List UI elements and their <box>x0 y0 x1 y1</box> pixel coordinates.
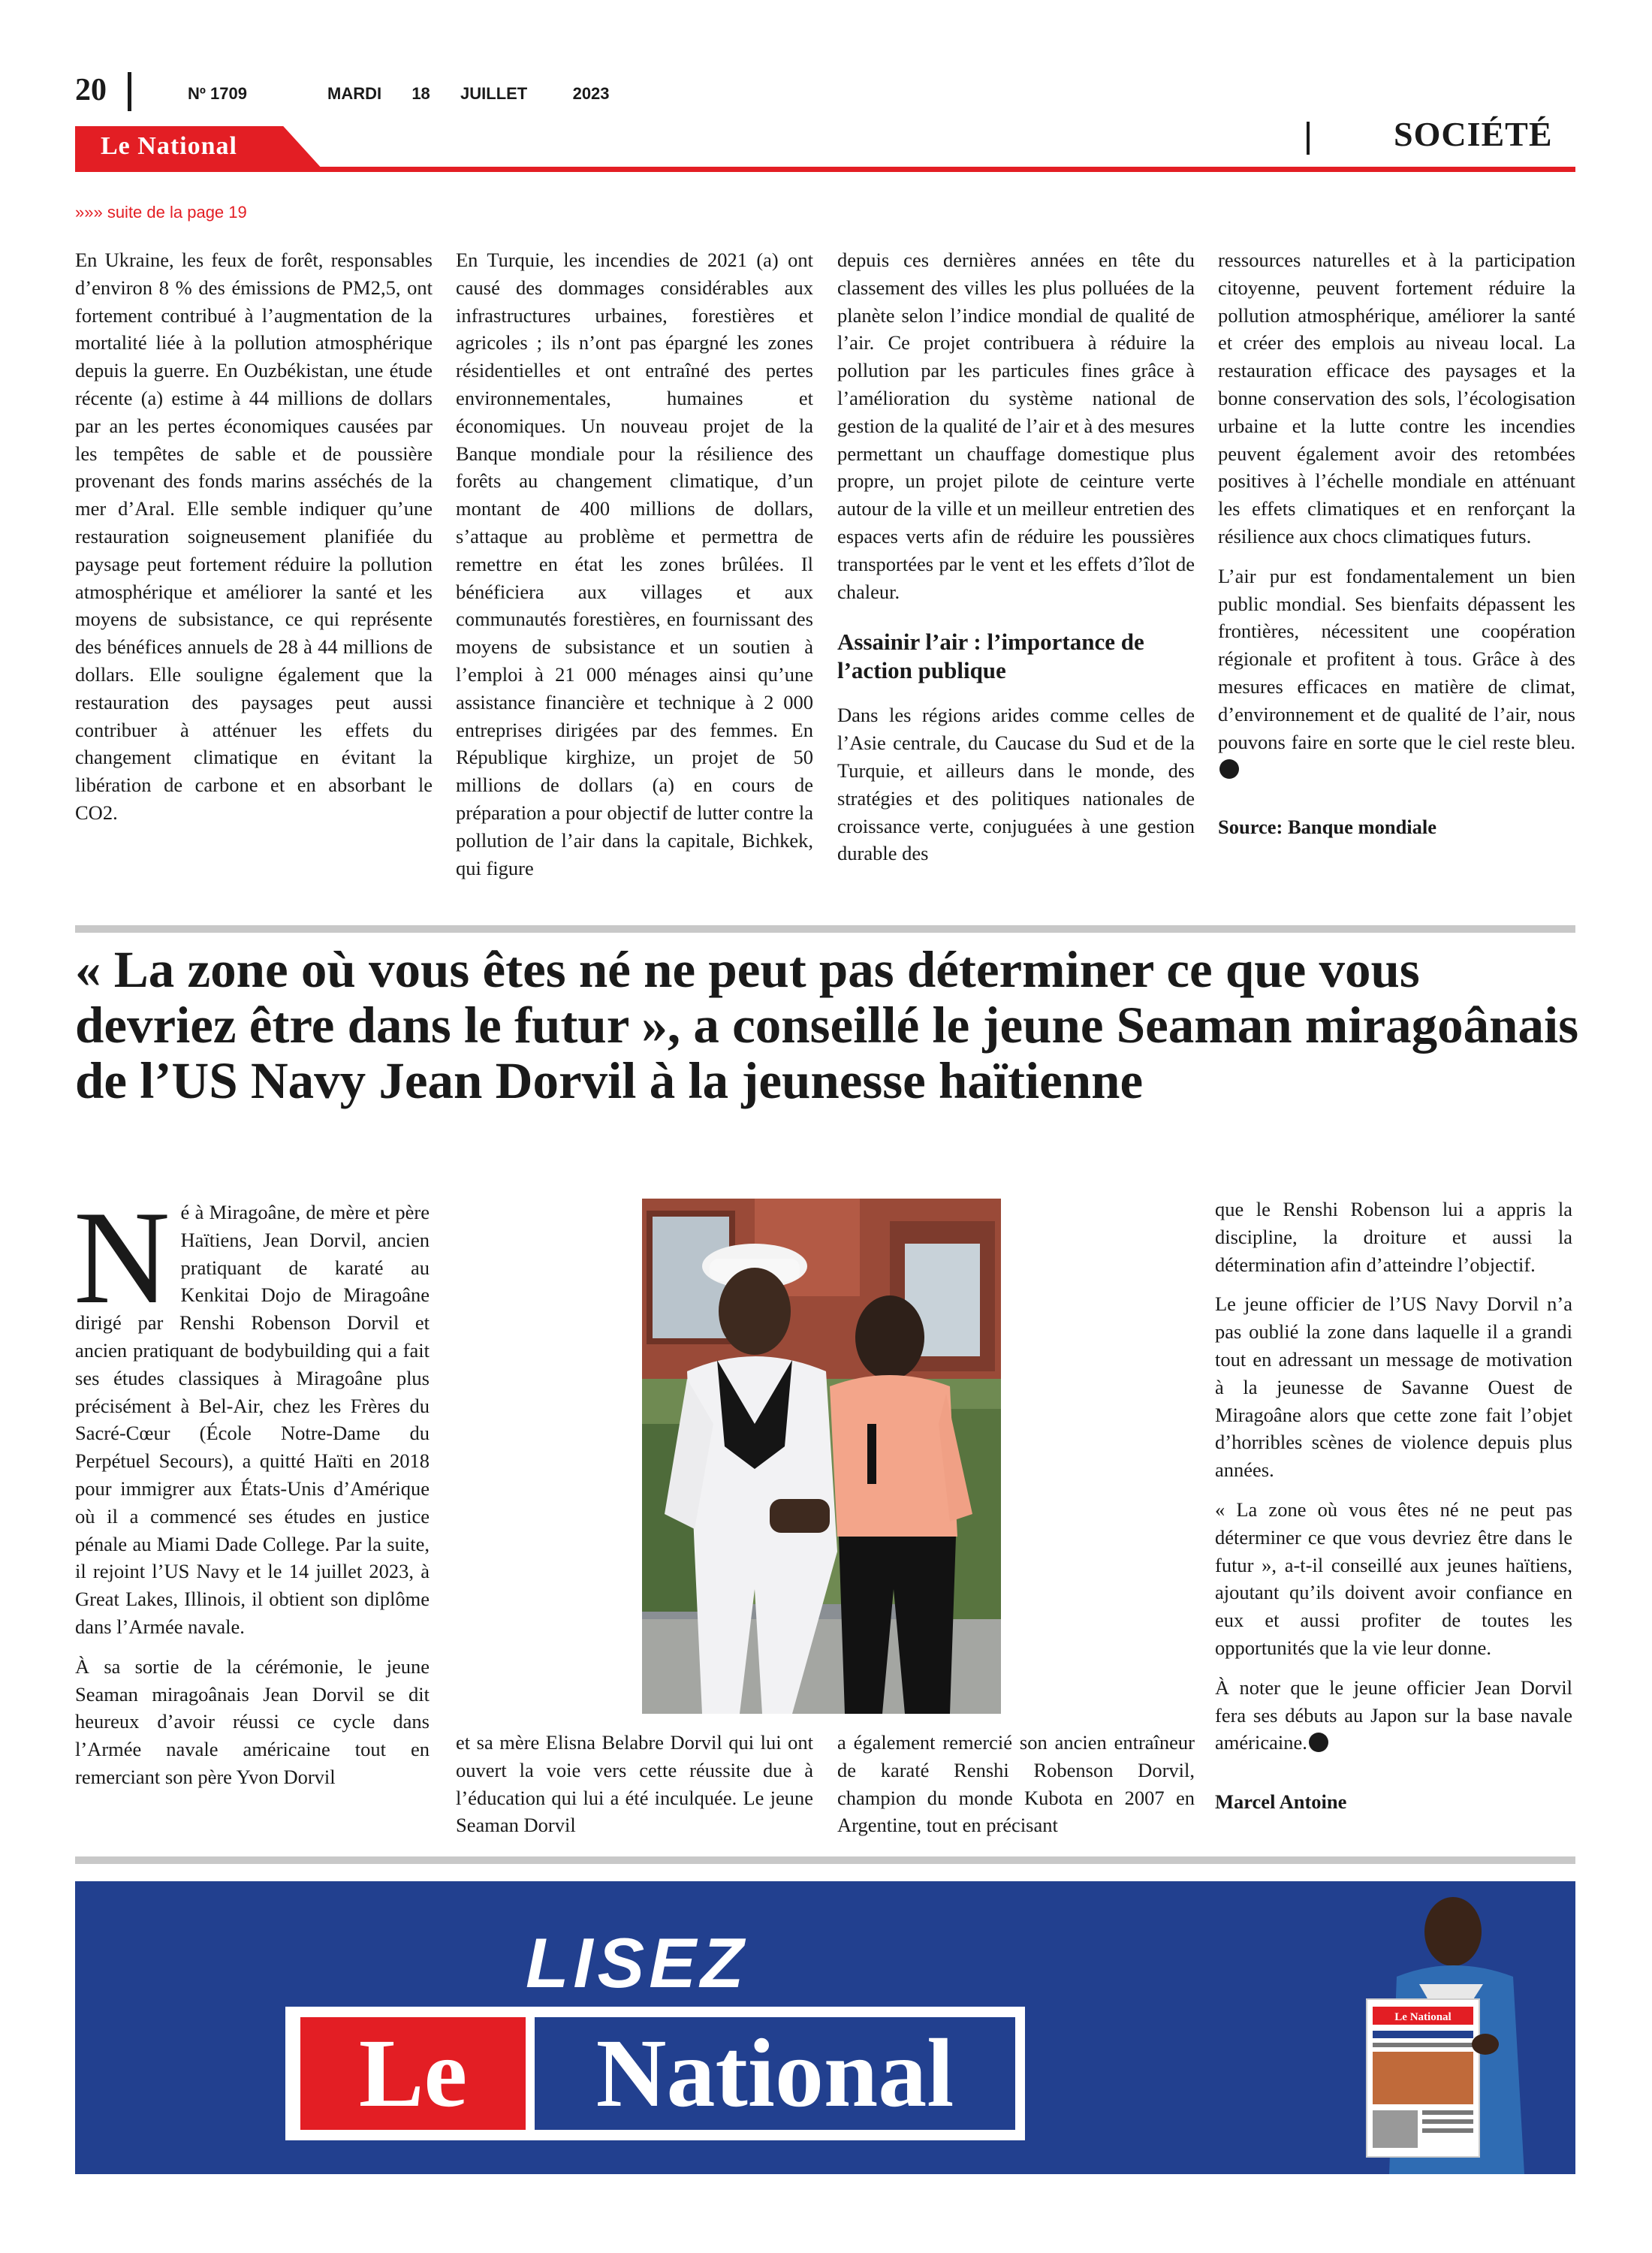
article1-column-2 <box>456 246 813 882</box>
issue-number: Nº 1709 <box>188 84 247 103</box>
section-separator <box>75 925 1575 933</box>
article1-paragraph: En Ukraine, les feux de forêt, responsables d’environ 8 % des émissions de PM2,5, ont fortement contribué à l’augmentation de la mortalité liée à la pollution atmosphérique depuis la guerre. En Ouzbékistan, une étude récente (a) estime à 44 millions de dollars par an les pertes économiques causées par les tempêtes de sable et de poussière provenant des fonds marins asséchés de la mer d’Aral. Elle semble indiquer qu’une restauration soigneusement planifiée du paysage peut fortement réduire la pollution atmosphérique et améliorer la santé et les moyens de subsistance, ce qui représente des bénéfices annuels de 28 à 44 millions de dollars. Elle souligne également que la restauration des paysages peut aussi contribuer à atténuer les effets du changement climatique en évitant la libération de carbone et en absorbant le CO2. <box>75 249 433 824</box>
article1-paragraph: Dans les régions arides comme celles de l’Asie centrale, du Caucase du Sud et de la Turquie, et ailleurs dans le monde, des stratégies et des politiques nationales de croissance verte, conjuguées à une gestion durable des <box>837 704 1195 865</box>
article1-column-1 <box>75 246 433 827</box>
header-divider <box>128 72 131 111</box>
mini-paper-title: Le National <box>1394 2011 1452 2023</box>
end-mark-icon <box>1309 1733 1328 1752</box>
article2-paragraph: Le jeune officier de l’US Navy Dorvil n’a pas oublié la zone dans laquelle il a grandi tout en adressant un message de motivation à la jeunesse de Savanne Ouest de Miragoâne alors que cette zone fait l’objet d’horribles scènes de violence depuis plus années. <box>1215 1292 1572 1482</box>
article1-paragraph: ressources naturelles et à la participation citoyenne, peuvent fortement réduire la pollution atmosphérique, améliorer la santé et créer des emplois au niveau local. La restauration efficace des paysages et la bonne conservation des sols, l’écologisation urbaine et la lutte contre les incendies peuvent également avoir des retombées positives à l’échelle mondiale en atténuant les effets climatiques et en renforçant la résilience aux chocs climatiques futurs. <box>1218 249 1575 547</box>
page-number: 20 <box>75 73 107 107</box>
article1-subheading: Assainir l’air : l’importance de l’action publique <box>837 629 1144 684</box>
banner-logo-national: National <box>535 2017 1015 2130</box>
banner-reader-illustration <box>1337 1887 1547 2174</box>
banner-lisez-text: LISEZ <box>526 1923 749 2002</box>
article2-column-2 <box>456 1729 813 1839</box>
article1-paragraph <box>1218 562 1575 783</box>
issue-date: MARDI 18 JUILLET 2023 <box>327 84 610 103</box>
brand-name: Le National <box>101 132 237 160</box>
article2-column-4 <box>1215 1196 1572 1816</box>
drop-cap: N <box>74 1183 170 1332</box>
banner-logo-le: Le <box>300 2017 526 2130</box>
article1-closing-text: L’air pur est fondamentalement un bien public mondial. Ses bienfaits dépassent les frontières, nécessitent une coopération régionale et profitent à tous. Grâce à des mesures efficaces en matière de climat, d’environnement et de qualité de l’air, nous pouvons faire en sorte que le ciel reste bleu. <box>1218 564 1575 753</box>
section-separator <box>75 1856 1575 1864</box>
header-red-rule <box>75 167 1575 172</box>
article2-paragraph: et sa mère Elisna Belabre Dorvil qui lui ont ouvert la voie vers cette réussite due à l’éducation qui lui a été inculquée. Le jeune Seaman Dorvil <box>456 1731 813 1837</box>
article2-paragraph: a également remercié son ancien entraîneur de karaté Renshi Robenson Dorvil, champion du monde Kubota en 2007 en Argentine, tout en précisant <box>837 1731 1195 1837</box>
article2-paragraph: À sa sortie de la cérémonie, le jeune Seaman miragoânais Jean Dorvil se dit heureux d’avoir réussi ce cycle dans l’Armée navale américaine tout en remerciant son père Yvon Dorvil <box>75 1654 430 1788</box>
end-mark-icon <box>1219 759 1239 779</box>
photo-illustration <box>642 1199 1001 1714</box>
article1-column-3 <box>837 246 1195 867</box>
article2-closing-text: À noter que le jeune officier Jean Dorvil fera ses débuts au Japon sur la base navale américaine. <box>1215 1675 1572 1754</box>
section-divider <box>1307 122 1310 155</box>
article2-paragraph: que le Renshi Robenson lui a appris la discipline, la droiture et aussi la détermination afin d’atteindre l’objectif. <box>1215 1198 1572 1276</box>
article1-paragraph: depuis ces dernières années en tête du classement des villes les plus polluées de la planète selon l’indice mondial de qualité de l’air. Ce projet contribuera à réduire la pollution par les particules fines grâce à l’amélioration du système national de gestion de la qualité de l’air et à des mesures permettant un chauffage domestique plus propre, un projet pilote de ceinture verte autour de la ville et un meilleur entretien des espaces verts afin de réduire les poussières transportées par le vent et les effets d’îlot de chaleur. <box>837 249 1195 603</box>
article2-column-1 <box>74 1183 430 1791</box>
article1-source: Source: Banque mondiale <box>1218 816 1437 839</box>
article1-column-4 <box>1218 246 1575 841</box>
section-title: SOCIÉTÉ <box>1394 115 1553 153</box>
article2-author: Marcel Antoine <box>1215 1790 1347 1814</box>
article1-paragraph: En Turquie, les incendies de 2021 (a) ont causé des dommages considérables aux infrastructures urbaines, forestières et agricoles ; ils n’ont pas épargné les zones résidentielles et ont entraîné des pertes environnementales, humaines et économiques. Un nouveau projet de la Banque mondiale pour la résilience des forêts au changement climatique, d’un montant de 400 millions de dollars, s’attaque au problème et permettra de remettre en état les zones brûlées. Il bénéficiera aux villages et aux communautés forestières, en fournissant des moyens de subsistance et un soutien à l’emploi à 21 000 ménages ainsi qu’une assistance financière et technique à 2 000 entreprises dirigées par des femmes. En République kirghize, un projet de 50 millions de dollars (a) en cours de préparation a pour objectif de lutter contre la pollution de l’air dans la capitale, Bichkek, qui figure <box>456 249 813 879</box>
article2-headline: « La zone où vous êtes né ne peut pas déterminer ce que vous devriez être dans le futur », a conseillé le jeune Seaman miragoânais de l’US Navy Jean Dorvil à la jeunesse haïtienne <box>75 941 1579 1109</box>
article2-paragraph <box>1215 1674 1572 1757</box>
article-photo <box>642 1199 1001 1714</box>
article2-intro-text: é à Miragoâne, de mère et père Haïtiens, Jean Dorvil, ancien pratiquant de karaté au Kenkitai Dojo de Miragoâne dirigé par Renshi Robenson Dorvil et ancien pratiquant de bodybuilding qui a fait ses études classiques à Miragoâne plus précisément à Bel-Air, chez les Frères du Sacré-Cœur (École Notre-Dame du Perpétuel Secours), a quitté Haïti en 2018 pour immigrer aux États-Unis d’Amérique où il a commencé ses études en justice pénale au Miami Dade College. Par la suite, il rejoint l’US Navy et le 14 juillet 2023, à Great Lakes, Illinois, il obtient son diplôme dans l’Armée navale. <box>75 1201 430 1638</box>
article2-paragraph: « La zone où vous êtes né ne peut pas déterminer ce que vous devriez être dans le futur », a-t-il conseillé aux jeunes haïtiens, ajoutant qu’ils doivent avoir confiance en eux et aussi profiter de toutes les opportunités que la vie leur donne. <box>1215 1497 1572 1659</box>
article2-column-3 <box>837 1729 1195 1839</box>
continued-from-note: »»» suite de la page 19 <box>75 203 247 222</box>
article2-paragraph <box>74 1183 430 1641</box>
